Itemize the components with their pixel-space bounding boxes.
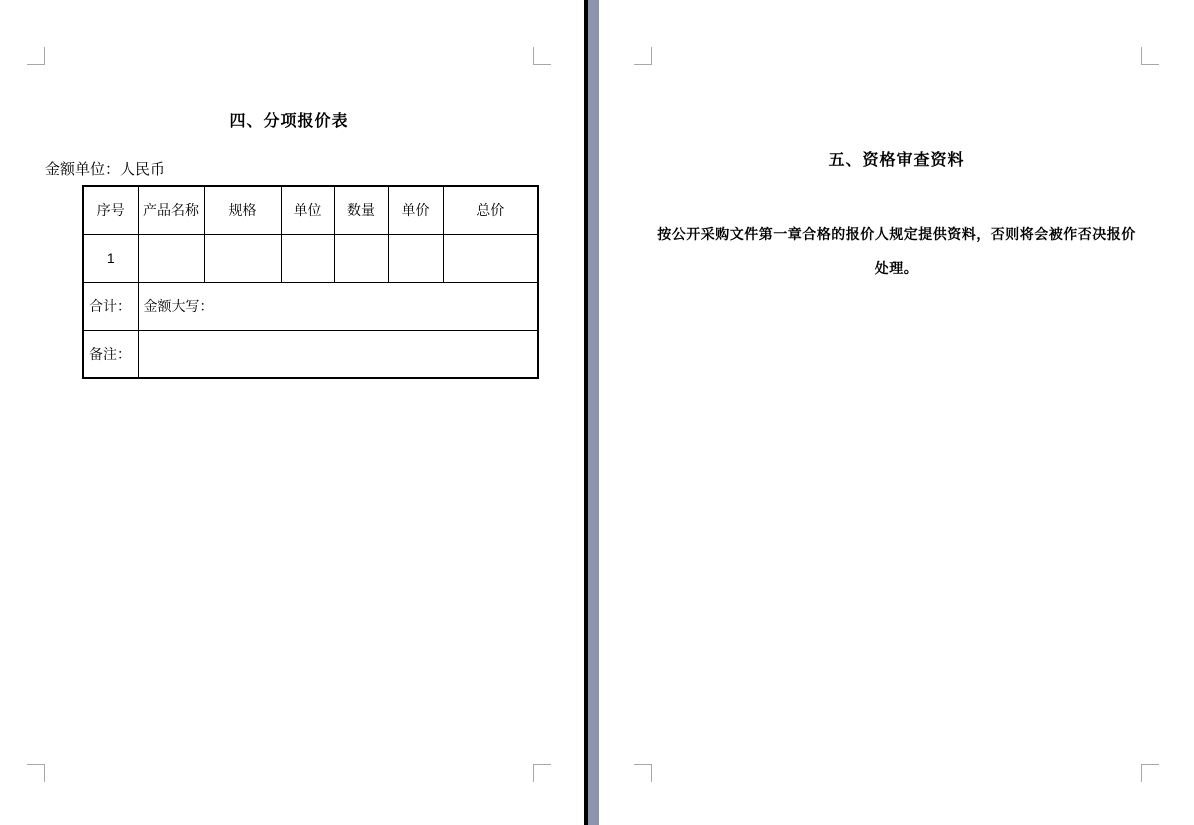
table-remark-row [83, 330, 538, 378]
remark-content-cell[interactable] [138, 330, 538, 378]
qualification-requirement-paragraph: 按公开采购文件第一章合格的报价人规定提供资料，否则将会被作否决报价处理。 [657, 226, 1136, 276]
header-product-name: 产品名称 [138, 186, 204, 234]
currency-unit-label: 金额单位：人民币 [45, 161, 166, 178]
header-unit-price: 单价 [388, 186, 443, 234]
table-total-row [83, 282, 538, 330]
section-title-qualification-review: 五、资格审查资料 [828, 152, 965, 169]
header-quantity: 数量 [334, 186, 388, 234]
page-right[interactable] [599, 0, 1194, 825]
header-specification: 规格 [204, 186, 281, 234]
cell-unit-price[interactable] [388, 234, 443, 282]
margin-crop-mark-bottom-right [1141, 764, 1159, 782]
cell-unit[interactable] [281, 234, 334, 282]
cell-total-price[interactable] [443, 234, 538, 282]
table-header-row [83, 186, 538, 234]
margin-crop-mark-top-right [1141, 47, 1159, 65]
margin-crop-mark-top-left [27, 47, 45, 65]
header-serial-no: 序号 [83, 186, 138, 234]
margin-crop-mark-bottom-left [634, 764, 652, 782]
margin-crop-mark-bottom-left [27, 764, 45, 782]
amount-in-words-cell[interactable]: 金额大写： [138, 282, 538, 330]
total-label-cell: 合计： [83, 282, 138, 330]
margin-crop-mark-top-right [533, 47, 551, 65]
section-title-itemized-quotation: 四、分项报价表 [229, 113, 349, 130]
remark-label-cell: 备注： [83, 330, 138, 378]
header-unit: 单位 [281, 186, 334, 234]
header-total-price: 总价 [443, 186, 538, 234]
page-gap-band [588, 0, 599, 825]
cell-quantity[interactable] [334, 234, 388, 282]
cell-serial-no[interactable]: 1 [83, 234, 138, 282]
page-left[interactable] [0, 0, 584, 825]
table-row [83, 234, 538, 282]
cell-product-name[interactable] [138, 234, 204, 282]
margin-crop-mark-bottom-right [533, 764, 551, 782]
quotation-table [82, 185, 539, 379]
margin-crop-mark-top-left [634, 47, 652, 65]
cell-specification[interactable] [204, 234, 281, 282]
